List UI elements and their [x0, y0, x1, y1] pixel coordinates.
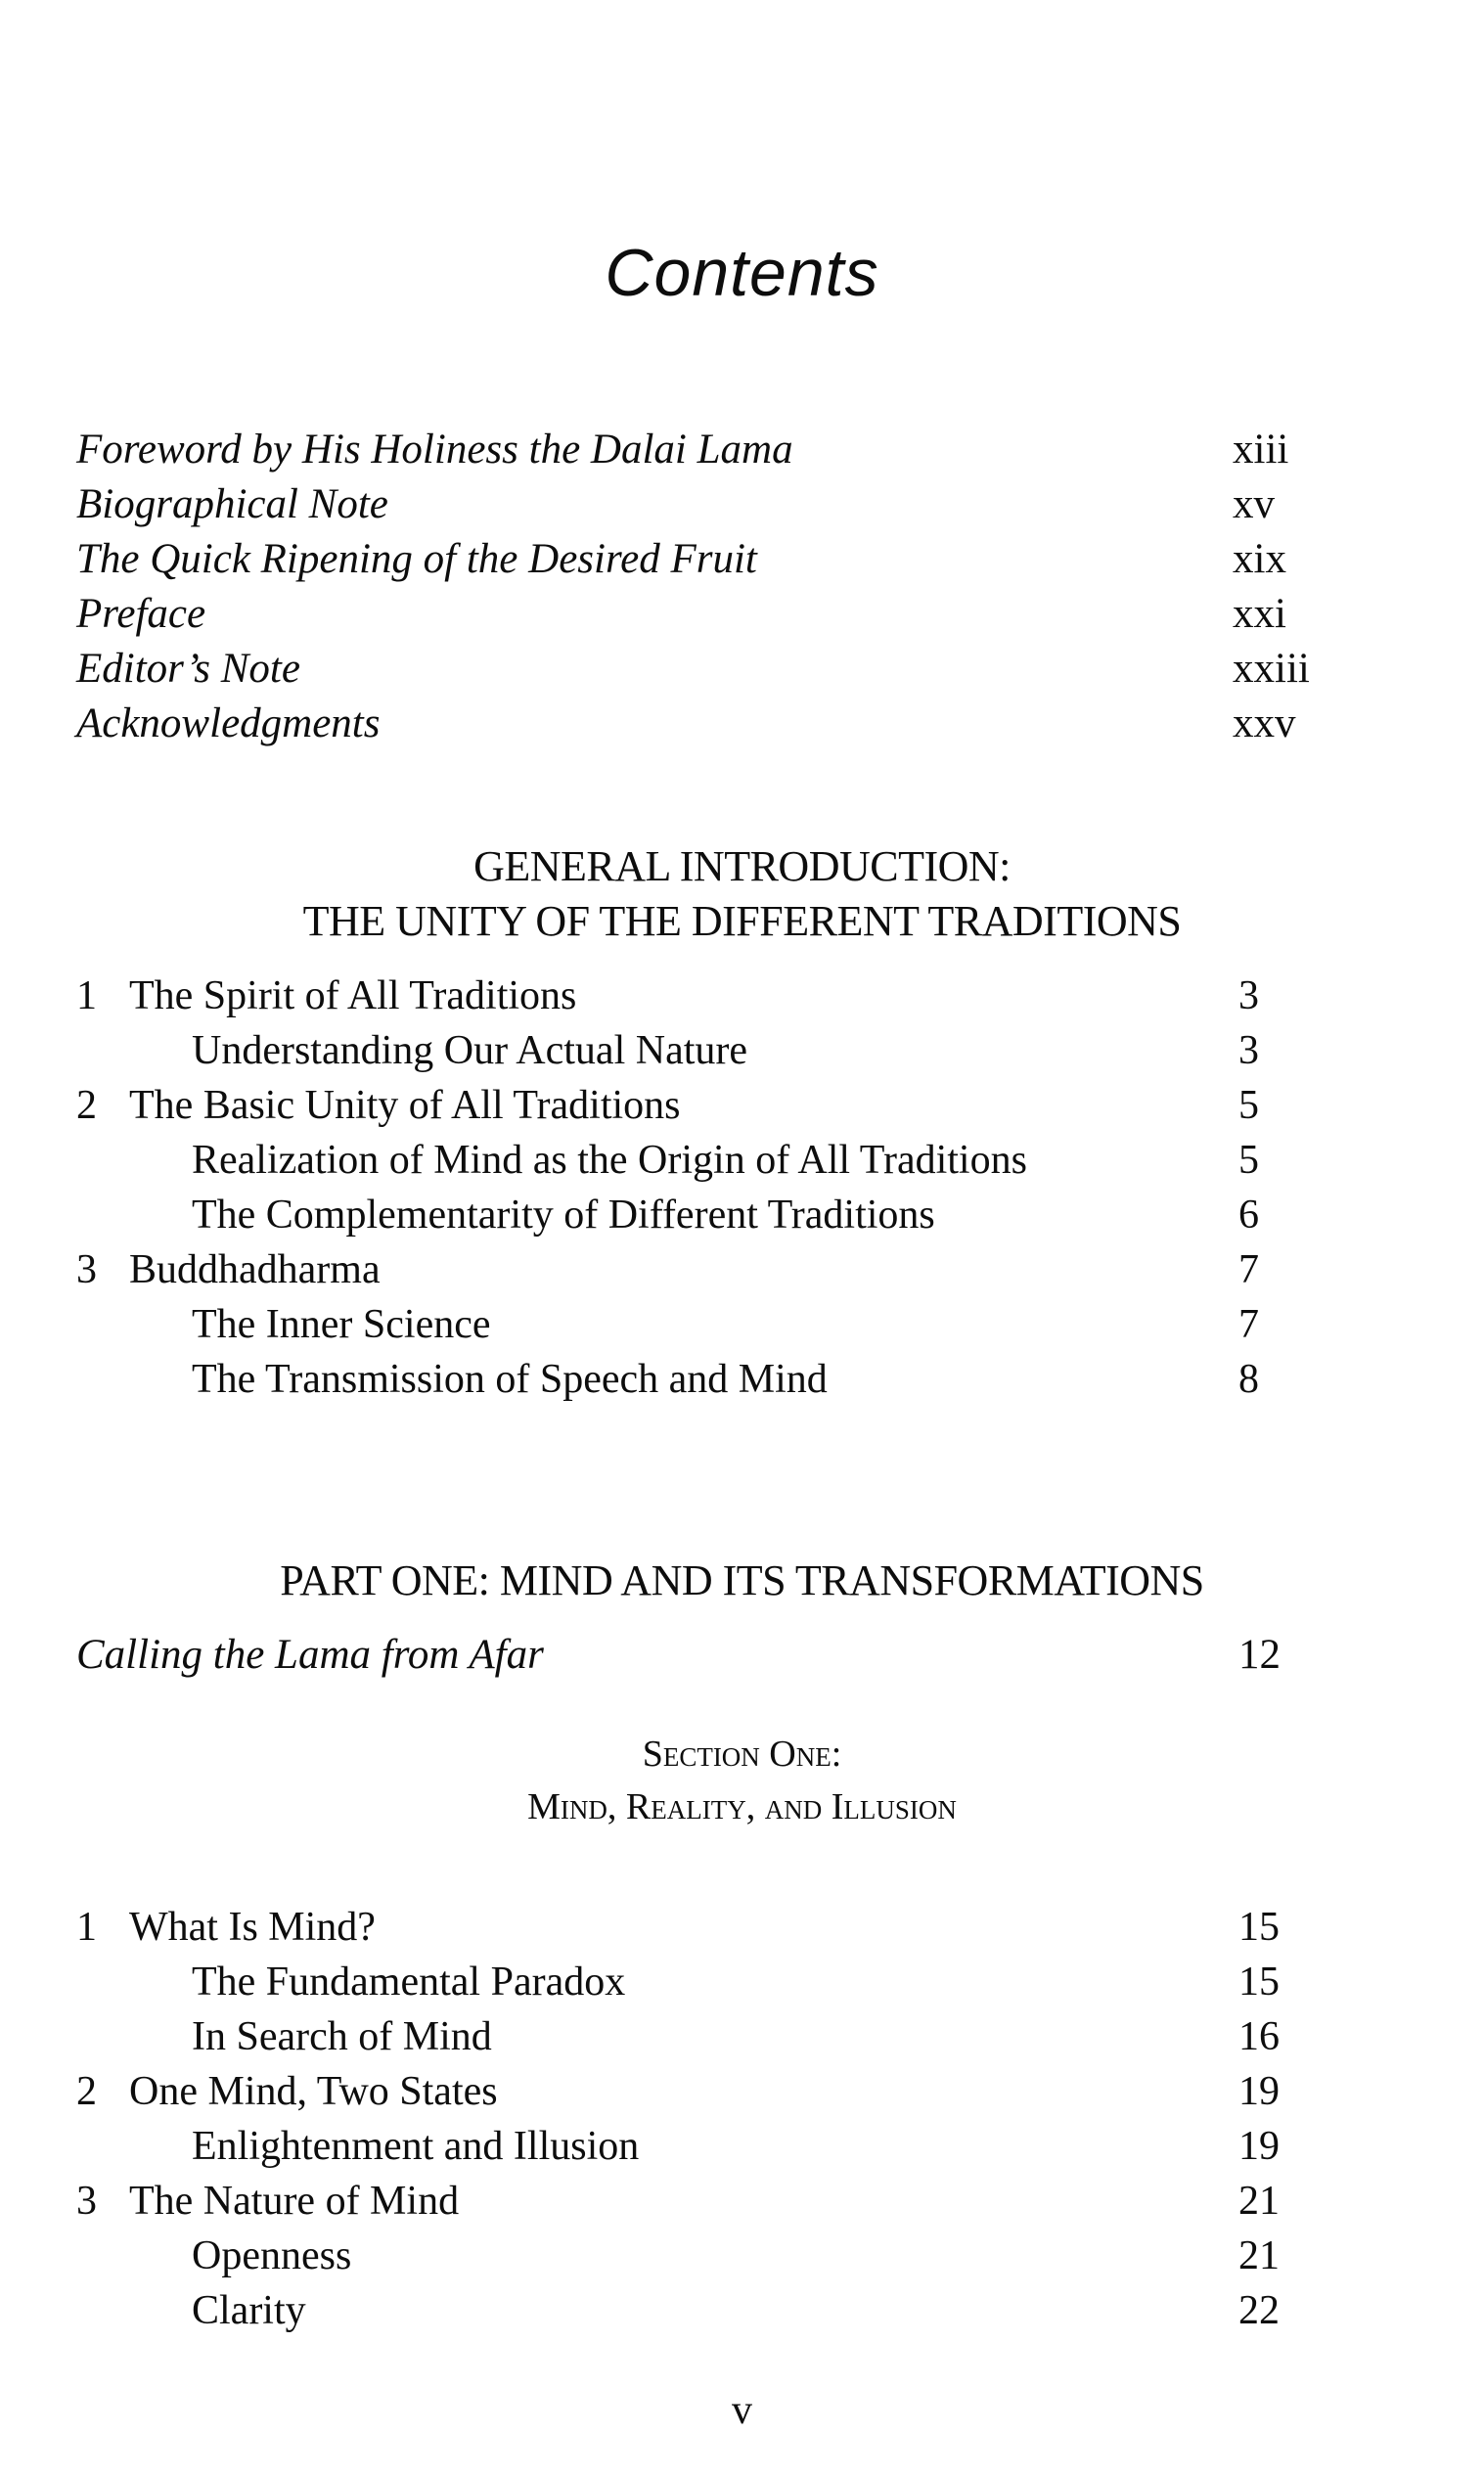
entry-page: xiii	[1233, 427, 1289, 473]
subentry-title: Realization of Mind as the Origin of All Traditions	[192, 1138, 1027, 1183]
subentry-row[interactable]	[76, 2119, 1319, 2174]
subentry-row[interactable]	[76, 2009, 1319, 2064]
list-item[interactable]	[76, 477, 1319, 532]
section-heading: THE UNITY OF THE DIFFERENT TRADITIONS	[302, 897, 1182, 945]
entry-page: xxi	[1233, 591, 1286, 637]
subentry-row[interactable]	[76, 2229, 1319, 2283]
chapter-row[interactable]	[76, 1242, 1319, 1297]
entry-page: xix	[1233, 536, 1286, 582]
subentry-row[interactable]	[76, 1023, 1319, 1078]
chapter-title: Buddhadharma	[129, 1247, 381, 1292]
chapter-title: What Is Mind?	[129, 1905, 376, 1950]
entry-title: Preface	[76, 591, 206, 637]
entry-title: Calling the Lama from Afar	[76, 1632, 544, 1678]
subentry-title: The Inner Science	[192, 1302, 491, 1347]
section-subheading: Mind, Reality, and Illusion	[527, 1786, 957, 1827]
subentry-title: The Complementarity of Different Traditions	[192, 1193, 935, 1238]
entry-page: 19	[1238, 2069, 1280, 2114]
entry-page: xxiii	[1233, 646, 1310, 692]
entry-title: Editor’s Note	[76, 646, 300, 692]
entry-page: 15	[1238, 1905, 1280, 1950]
chapter-title: One Mind, Two States	[129, 2069, 498, 2114]
subentry-row[interactable]	[76, 2283, 1319, 2338]
entry-page: 15	[1238, 1960, 1280, 2005]
entry-page: 7	[1238, 1247, 1259, 1292]
entry-title: Foreword by His Holiness the Dalai Lama	[76, 427, 793, 473]
subentry-row[interactable]	[76, 1352, 1319, 1407]
list-item[interactable]	[76, 697, 1319, 751]
chapter-number: 2	[76, 1083, 97, 1128]
list-item[interactable]	[76, 642, 1319, 697]
entry-page: 6	[1238, 1193, 1259, 1238]
chapter-row[interactable]	[76, 2174, 1319, 2229]
entry-title: The Quick Ripening of the Desired Fruit	[76, 536, 757, 582]
part-heading: PART ONE: MIND AND ITS TRANSFORMATIONS	[280, 1556, 1204, 1604]
subentry-row[interactable]	[76, 1133, 1319, 1188]
chapter-title: The Spirit of All Traditions	[129, 973, 577, 1018]
chapter-row[interactable]	[76, 1078, 1319, 1133]
entry-page: 21	[1238, 2179, 1280, 2224]
entry-page: 21	[1238, 2233, 1280, 2278]
entry-page: 16	[1238, 2014, 1280, 2059]
subentry-title: The Fundamental Paradox	[192, 1960, 626, 2005]
page-title: Contents	[605, 236, 879, 310]
list-item[interactable]	[76, 587, 1319, 642]
chapter-number: 3	[76, 1247, 97, 1292]
entry-page: 5	[1238, 1083, 1259, 1128]
chapter-title: The Basic Unity of All Traditions	[129, 1083, 681, 1128]
entry-title: Acknowledgments	[76, 700, 381, 746]
chapter-number: 1	[76, 1905, 97, 1950]
entry-page: xxv	[1233, 700, 1296, 746]
chapter-number: 1	[76, 973, 97, 1018]
entry-page: 22	[1238, 2288, 1280, 2333]
subentry-row[interactable]	[76, 1188, 1319, 1242]
entry-title: Biographical Note	[76, 481, 388, 527]
subentry-title: In Search of Mind	[192, 2014, 492, 2059]
entry-page: xv	[1233, 481, 1275, 527]
section-heading: GENERAL INTRODUCTION:	[473, 842, 1011, 890]
entry-page: 3	[1238, 1028, 1259, 1073]
entry-page: 7	[1238, 1302, 1259, 1347]
list-item[interactable]	[76, 423, 1319, 477]
entry-page: 5	[1238, 1138, 1259, 1183]
chapter-row[interactable]	[76, 2064, 1319, 2119]
page-number: v	[732, 2388, 752, 2433]
subentry-title: Openness	[192, 2233, 352, 2278]
chapter-title: The Nature of Mind	[129, 2179, 460, 2224]
subentry-title: Clarity	[192, 2288, 306, 2333]
subentry-title: Enlightenment and Illusion	[192, 2124, 640, 2169]
chapter-row[interactable]	[76, 1900, 1319, 1955]
subentry-row[interactable]	[76, 1955, 1319, 2009]
subentry-title: Understanding Our Actual Nature	[192, 1028, 748, 1073]
subentry-title: The Transmission of Speech and Mind	[192, 1357, 828, 1402]
entry-page: 8	[1238, 1357, 1259, 1402]
entry-page: 12	[1238, 1632, 1281, 1678]
section-heading: Section One:	[642, 1734, 842, 1775]
subentry-row[interactable]	[76, 1297, 1319, 1352]
list-item[interactable]	[76, 1628, 1319, 1683]
entry-page: 19	[1238, 2124, 1280, 2169]
chapter-number: 3	[76, 2179, 97, 2224]
entry-page: 3	[1238, 973, 1259, 1018]
chapter-number: 2	[76, 2069, 97, 2114]
list-item[interactable]	[76, 532, 1319, 587]
chapter-row[interactable]	[76, 969, 1319, 1023]
